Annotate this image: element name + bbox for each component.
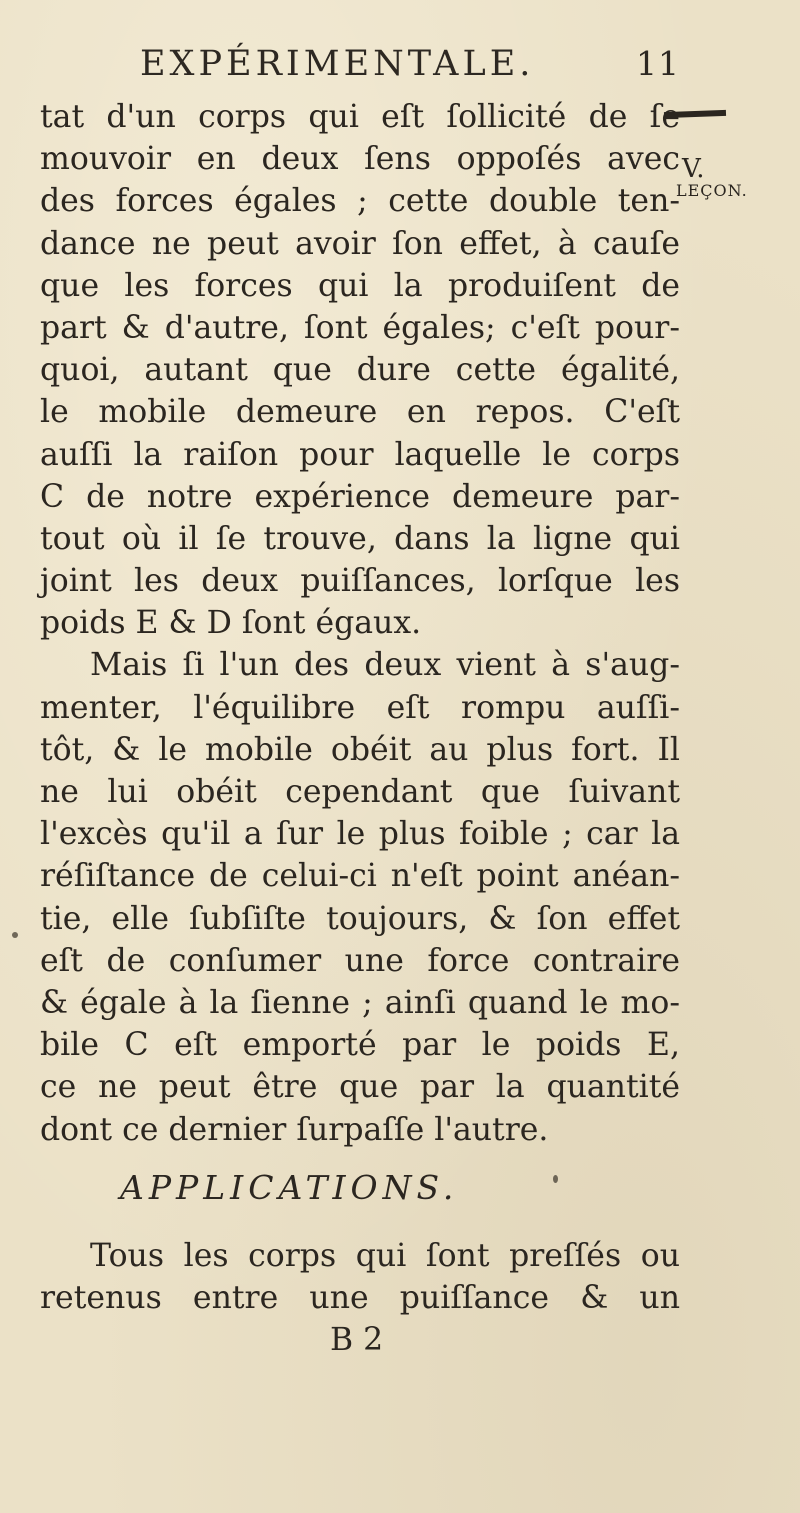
text-line: retenus entre une puiſſance & un — [40, 1279, 680, 1316]
running-head — [140, 44, 680, 84]
paragraph-2 — [40, 644, 680, 1150]
paragraph-1 — [40, 96, 680, 644]
text-line: part & d'autre, ſont égales; c'eſt pour- — [40, 309, 680, 346]
text-line: tie, elle ſubſiſte toujours, & ſon effet — [40, 900, 680, 937]
text-line: ne lui obéit cependant que ſuivant — [40, 774, 680, 810]
body-text — [40, 96, 680, 1361]
text-line: l'excès qu'il a ſur le plus foible ; car la — [40, 816, 680, 853]
text-line: réſiſtance de celui-ci n'eſt point anéan- — [40, 858, 680, 895]
text-line: mouvoir en deux ſens oppoſés avec — [40, 141, 680, 178]
text-line: eſt de conſumer une force contraire — [40, 942, 680, 979]
text-line: que les forces qui la produiſent de — [40, 267, 680, 304]
text-line: C de notre expérience demeure par- — [40, 478, 680, 515]
text-line: tôt, & le mobile obéit au plus fort. Il — [40, 731, 680, 768]
text-line: ce ne peut être que par la quantité — [40, 1069, 680, 1106]
text-line: & égale à la ſienne ; ainſi quand le mo- — [40, 984, 680, 1021]
text-line: menter, l'équilibre eſt rompu auſſi- — [40, 689, 680, 726]
margin-note — [676, 156, 748, 200]
lesson-number: V. — [682, 154, 705, 184]
running-head-title: EXPÉRIMENTALE. — [140, 44, 535, 84]
lesson-label: LEÇON. — [676, 181, 748, 201]
text-line: tat d'un corps qui eſt ſollicité de ſe — [40, 99, 680, 135]
text-line: dance ne peut avoir ſon effet, à cauſe — [40, 225, 680, 262]
text-line: tout où il ſe trouve, dans la ligne qui — [40, 520, 680, 557]
paper-speck — [12, 932, 18, 938]
text-line: bile C eſt emporté par le poids E, — [40, 1027, 680, 1064]
text-line: poids E & D ſont égaux. — [40, 605, 422, 642]
paper-speck — [553, 1175, 558, 1183]
section-heading: APPLICATIONS. — [120, 1167, 459, 1207]
page-number: 11 — [636, 44, 680, 83]
text-line: le mobile demeure en repos. C'eſt — [40, 394, 680, 431]
text-line: dont ce dernier ſurpaſſe l'autre. — [40, 1111, 549, 1148]
text-line: joint les deux puiſſances, lorſque les — [40, 563, 680, 600]
signature-mark: B 2 — [330, 1322, 384, 1359]
text-line: Tous les corps qui ſont preſſés ou — [90, 1237, 680, 1274]
text-line: des forces égales ; cette double ten- — [40, 183, 680, 220]
text-line: auſſi la raiſon pour laquelle le corps — [40, 436, 680, 473]
text-line: quoi, autant que dure cette égalité, — [40, 352, 680, 389]
text-line: Mais ſi l'un des deux vient à s'aug- — [90, 647, 680, 684]
paragraph-3 — [40, 1235, 680, 1319]
